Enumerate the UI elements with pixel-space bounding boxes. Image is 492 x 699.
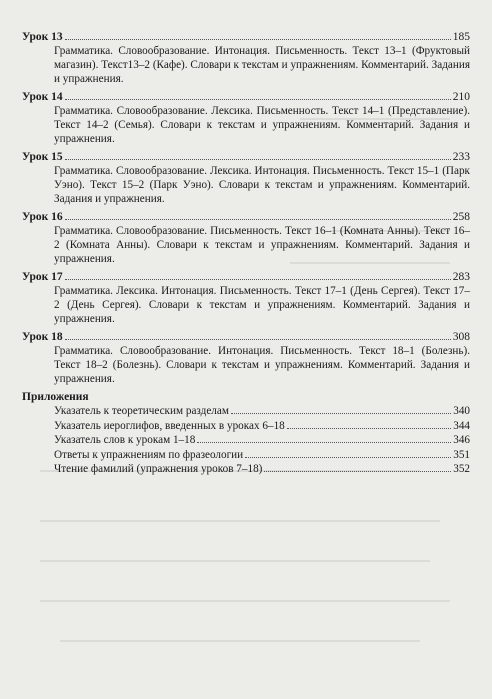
page-number: 352 [453,463,470,475]
lesson-contents: Грамматика. Словообразование. Интонация. Письменность. Текст 13–1 (Фруктовый магазин). Текст13–2 (Кафе). Словари к текстам и упражнениям. Комментарий. Задания и упражнения. [54,45,470,85]
page-number: 308 [452,331,470,343]
page-number: 346 [453,434,470,446]
page-number: 283 [452,271,470,283]
appendix-item-label: Чтение фамилий (упражнения уроков 7–18) [54,463,263,475]
lesson-title: Урок 14 [22,91,63,103]
dot-leader [65,279,451,280]
lesson-entry [22,330,470,386]
lesson-contents: Грамматика. Словообразование. Интонация. Письменность. Текст 18–1 (Болезнь). Текст 18–2 (Болезнь). Словари к текстам и упражнениям. Комментарий. Задания и упражнения. [54,345,470,385]
lesson-heading[interactable] [22,270,470,284]
appendix-item[interactable] [54,462,470,477]
appendix-item-label: Ответы к упражнениям по фразеологии [54,448,244,461]
page-number: 233 [452,151,470,163]
dot-leader [245,457,451,458]
lesson-entry [22,30,470,86]
dot-leader [65,219,451,220]
dot-leader [65,159,451,160]
lesson-entry [22,150,470,206]
lesson-heading[interactable] [22,30,470,44]
page-number: 185 [452,31,470,43]
lesson-contents: Грамматика. Словообразование. Письменность. Текст 16–1 (Комната Анны). Текст 16–2 (Комната Анны). Словари к текстам и упражнениям. Комментарий. Задания и упражнения. [54,225,470,265]
lesson-entry [22,210,470,266]
appendix-item[interactable] [54,448,470,463]
lesson-contents: Грамматика. Лексика. Интонация. Письменность. Текст 17–1 (День Сергея). Текст 17–2 (День Сергея). Словари к текстам и упражнениям. Комментарий. Задания и упражнения. [54,285,470,325]
lesson-heading[interactable] [22,330,470,344]
page-number: 210 [452,91,470,103]
lesson-heading[interactable] [22,150,470,164]
appendix-item-label: Указатель слов к урокам 1–18 [54,434,196,446]
appendix-item[interactable] [54,404,470,419]
dot-leader [65,39,451,40]
page-number: 351 [453,448,470,461]
appendix-item[interactable] [54,419,470,434]
lesson-title: Урок 17 [22,271,63,283]
lesson-heading[interactable] [22,210,470,224]
table-of-contents [22,30,470,477]
lesson-title: Урок 16 [22,211,63,223]
dot-leader [65,99,451,100]
lesson-entry [22,270,470,326]
lesson-contents: Грамматика. Словообразование. Лексика. Интонация. Письменность. Текст 15–1 (Парк Уэно). Текст 15–2 (Парк Уэно). Словари к текстам и упражнениям. Комментарий. Задания и упражнения. [54,165,470,205]
appendix-item[interactable] [54,433,470,448]
dot-leader [65,339,451,340]
lesson-title: Урок 18 [22,331,63,343]
page-number: 258 [452,211,470,223]
page-number: 344 [453,419,470,432]
appendix-item-label: Указатель к теоретическим разделам [54,405,229,417]
dot-leader [264,471,451,472]
appendix-item-label: Указатель иероглифов, введенных в уроках 6–18 [54,419,285,432]
lesson-contents: Грамматика. Словообразование. Лексика. Письменность. Текст 14–1 (Представление). Текст 14–2 (Семья). Словари к текстам и упражнениям. Комментарий. Задания и упражнения. [54,105,470,145]
lesson-heading[interactable] [22,90,470,104]
dot-leader [197,442,451,443]
page-number: 340 [453,405,470,417]
lesson-title: Урок 13 [22,31,63,43]
dot-leader [287,428,451,429]
appendix-heading: Приложения [22,391,89,403]
lesson-entry [22,90,470,146]
dot-leader [231,413,451,414]
lesson-title: Урок 15 [22,151,63,163]
